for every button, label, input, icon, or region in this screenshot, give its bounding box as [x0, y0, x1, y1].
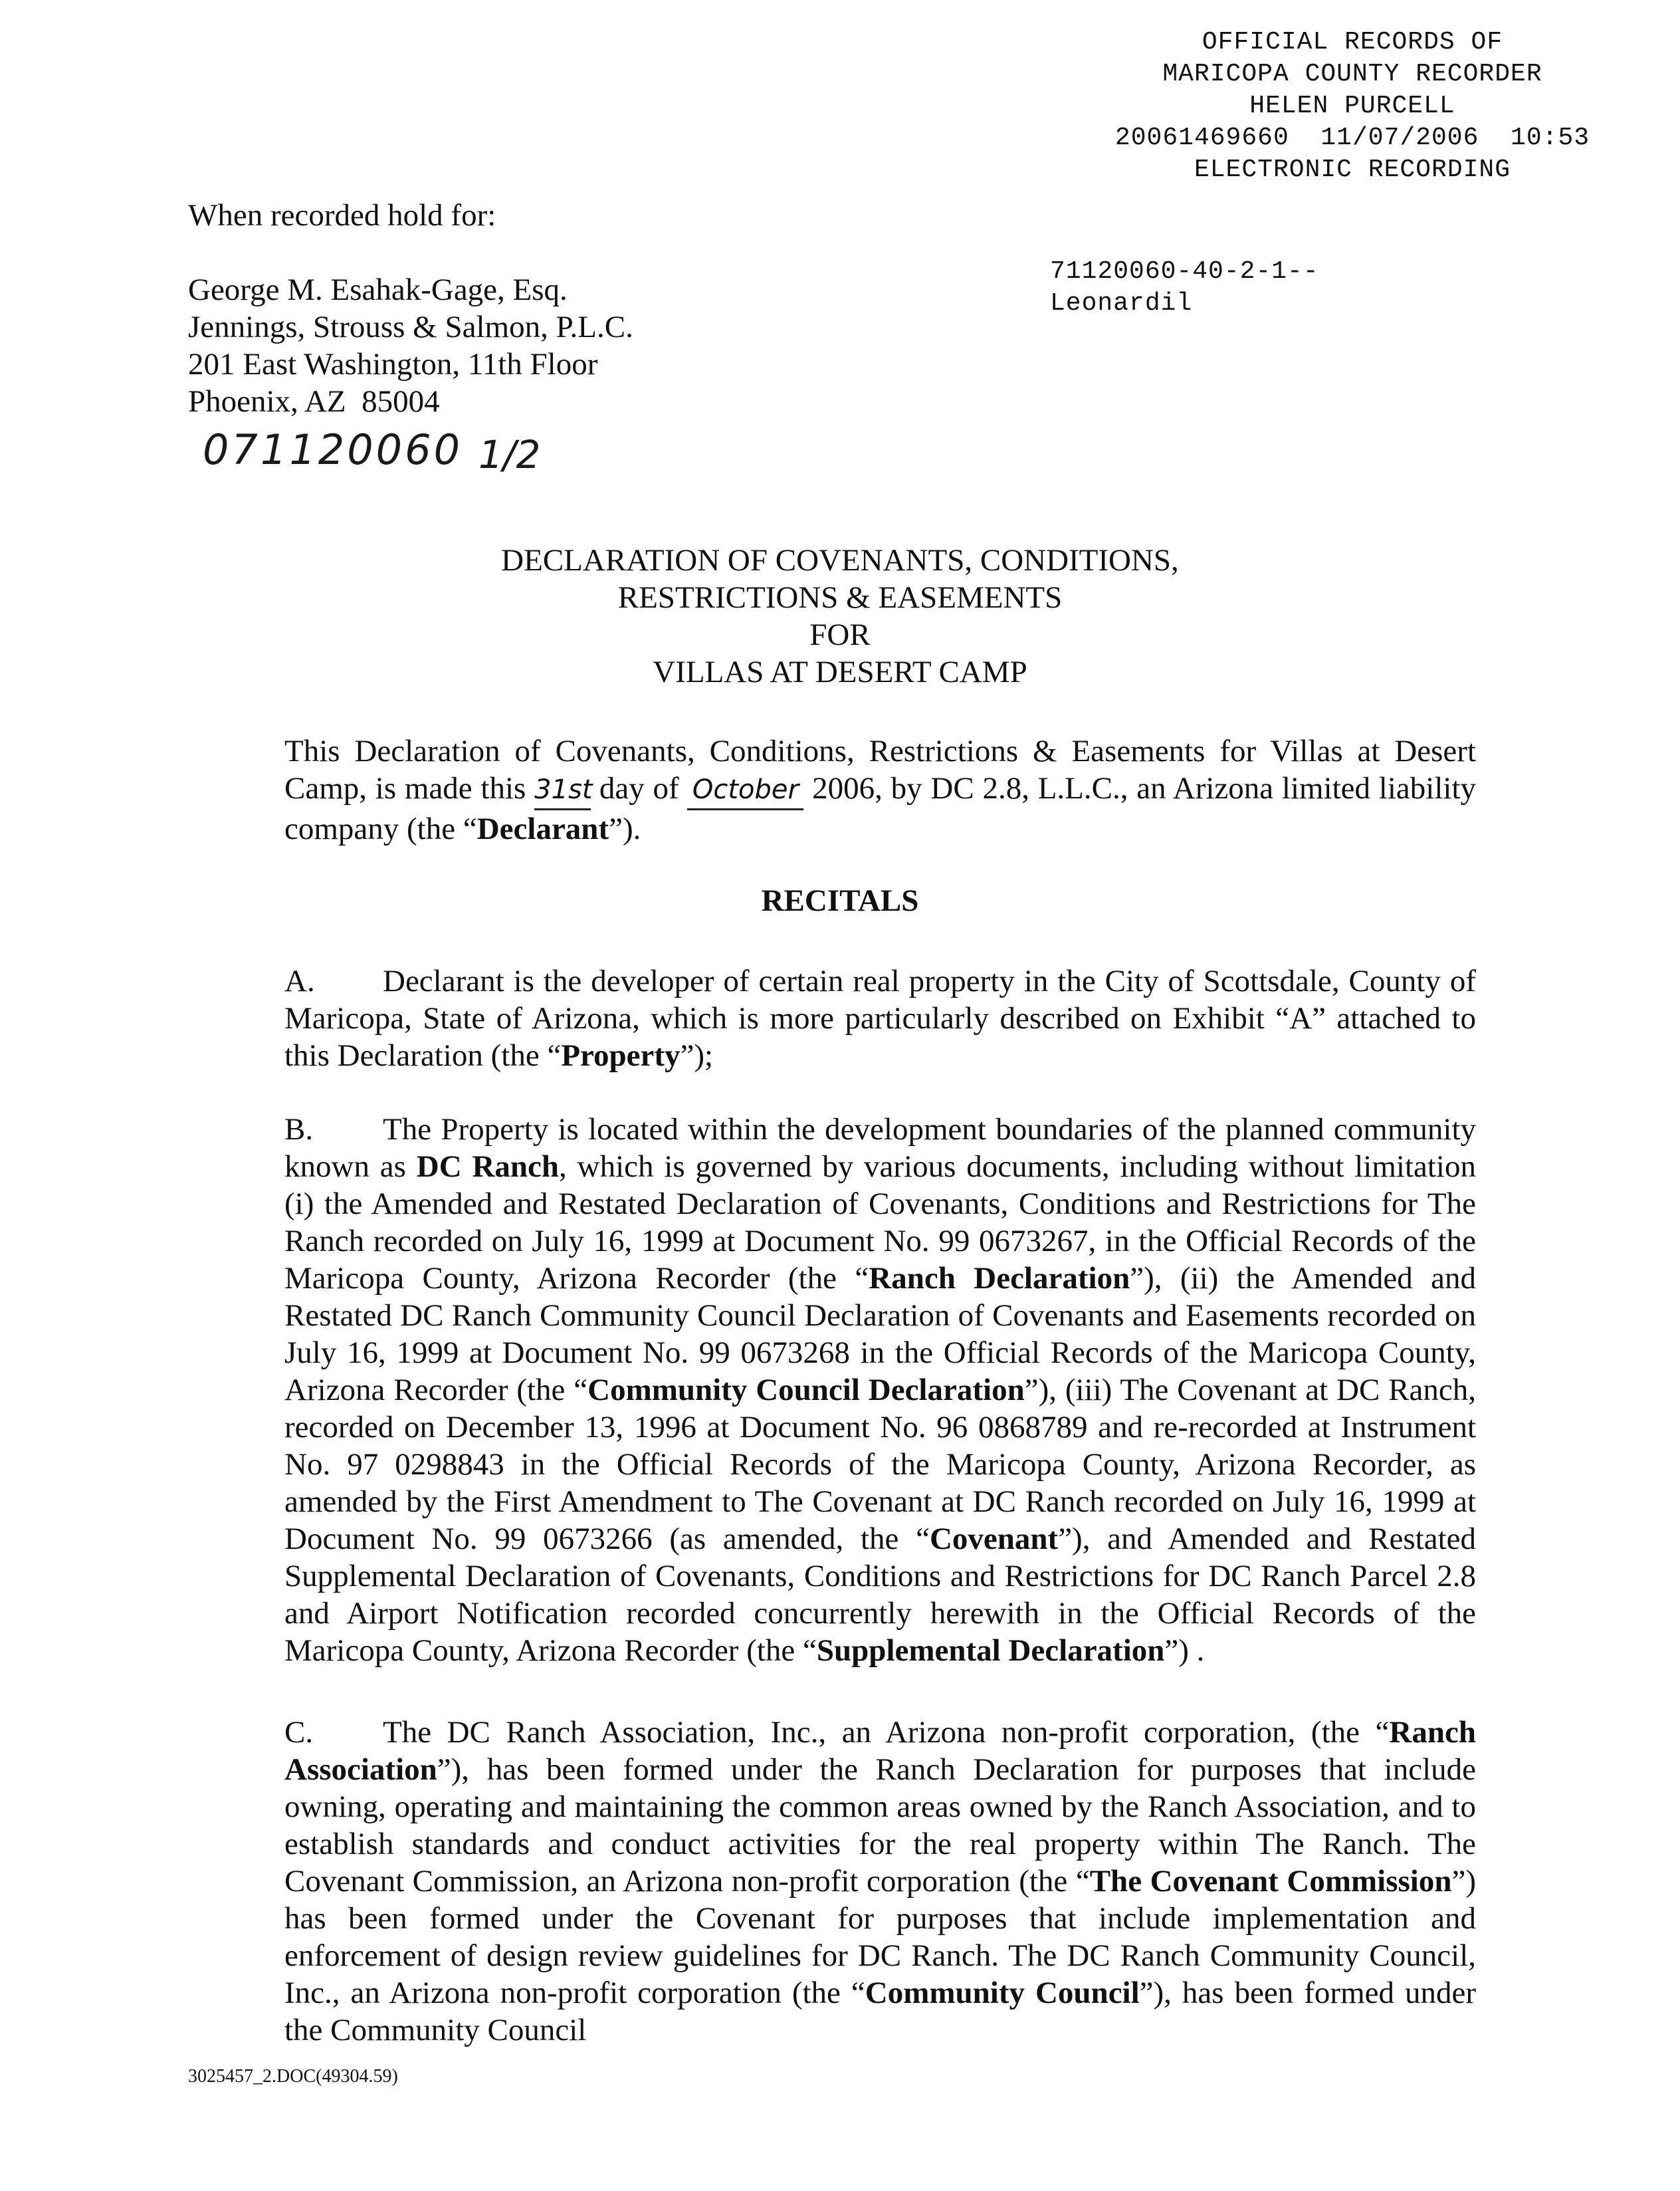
title-line-1: DECLARATION OF COVENANTS, CONDITIONS, [501, 543, 1179, 578]
recitals-heading: RECITALS [761, 883, 919, 918]
intro-text-4: ”). [609, 812, 641, 846]
recital-c-letter: C. [284, 1715, 314, 1750]
stamp-line-3: HELEN PURCELL [1249, 92, 1455, 120]
community-council-term: Community Council [865, 1976, 1140, 2010]
document-footer-id: 3025457_2.DOC(49304.59) [188, 2066, 398, 2087]
recital-c-text-2: ”), has been formed under the Ranch Declaration for purposes that include owning, operating and maintaining the common areas owned by the Ranch Association, and to establish standards and conduct activities for the real property within The Ranch. The Covenant Commission, an Arizona non-profit corporation (the “ [284, 1752, 1476, 1899]
recital-a-text-2: ”); [680, 1038, 714, 1073]
title-line-2: RESTRICTIONS & EASEMENTS [617, 580, 1063, 615]
recital-c-text-1: The DC Ranch Association, Inc., an Arizona non-profit corporation, (the “ [383, 1715, 1390, 1750]
intro-month-field: October [687, 771, 803, 810]
intro-text-1: This Declaration of Covenants, Conditions, Restrictions & Easements for Villas at Desert Camp, is made this [284, 734, 1476, 806]
recital-b-text-2: , which is governed by various documents, including without limitation (i) the Amended and Restated Declaration of Covenants, Conditions and Restrictions for The Ranch recorded on July 16, 1999 at Document No. 99 0673267, in the Official Records of the Maricopa County, Arizona Recorder (the “ [284, 1149, 1476, 1296]
covenant-term: Covenant [929, 1522, 1059, 1556]
recital-c [188, 1714, 1476, 2049]
stamp-line-1: OFFICIAL RECORDS OF [1202, 28, 1503, 57]
recital-b-text-6: ”) . [1164, 1633, 1205, 1668]
recital-b-text-4: ”), (iii) The Covenant at DC Ranch, recorded on December 13, 1996 at Document No. 96 0868789 and re-recorded at Instrument No. 97 0298843 in the Official Records of the Maricopa County, Arizona Recorder, as amended by the First Amendment to The Covenant at DC Ranch recorded on July 16, 1999 at Document No. 99 0673266 (as amended, the “ [284, 1373, 1476, 1556]
intro-paragraph [188, 733, 1476, 848]
intro-day-field: 31st [534, 771, 591, 810]
declarant-term: Declarant [476, 812, 609, 846]
return-name: George M. Esahak-Gage, Esq. [188, 273, 568, 307]
intro-text-3: 2006, by DC 2.8, L.L.C., an Arizona limited liability company (the “ [284, 771, 1477, 846]
title-line-4: VILLAS AT DESERT CAMP [653, 655, 1027, 689]
handwritten-fraction: 1/2 [478, 432, 541, 477]
handwritten-number: 071120060 [203, 425, 463, 474]
stamp-date: 11/07/2006 [1320, 124, 1479, 152]
stamp-line-5: ELECTRONIC RECORDING [1194, 156, 1511, 184]
ranch-declaration-term: Ranch Declaration [869, 1261, 1130, 1296]
recital-b-letter: B. [284, 1112, 314, 1147]
stamp-ref-name: Leonardil [1050, 289, 1193, 318]
ranch-association-term: Ranch Association [284, 1715, 1476, 1787]
supplemental-declaration-term: Supplemental Declaration [816, 1633, 1165, 1668]
covenant-commission-term: The Covenant Commission [1089, 1864, 1452, 1899]
dc-ranch-term: DC Ranch [416, 1149, 560, 1184]
stamp-line-2: MARICOPA COUNTY RECORDER [1162, 60, 1542, 88]
recital-b-text-5: ”), and Amended and Restated Supplemental Declaration of Covenants, Conditions and Restrictions for DC Ranch Parcel 2.8 and Airport Notification recorded concurrently herewith in the Official Records of the Maricopa County, Arizona Recorder (the “ [284, 1522, 1476, 1668]
return-label: When recorded hold for: [188, 198, 496, 233]
recital-a-text-1: Declarant is the developer of certain real property in the City of Scottsdale, County of Maricopa, State of Arizona, which is more particularly described on Exhibit “A” attached to this Declaration (the “ [284, 964, 1476, 1073]
recital-b-text-1: The Property is located within the development boundaries of the planned community known as [284, 1112, 1476, 1184]
stamp-reference [1050, 256, 1319, 320]
recorder-stamp [1047, 27, 1658, 186]
return-street: 201 East Washington, 11th Floor [188, 347, 598, 382]
return-city: Phoenix, AZ 85004 [188, 384, 440, 419]
community-council-declaration-term: Community Council Declaration [587, 1373, 1025, 1407]
return-firm: Jennings, Strouss & Salmon, P.L.C. [188, 310, 633, 344]
stamp-ref-code: 71120060-40-2-1-- [1050, 257, 1319, 286]
recital-b-text-3: ”), (ii) the Amended and Restated DC Ranch Community Council Declaration of Covenants and Easements recorded on July 16, 1999 at Document No. 99 0673268 in the Official Records of the Maricopa County, Arizona Recorder (the “ [284, 1261, 1476, 1407]
intro-text-2: day of [591, 771, 688, 806]
stamp-doc-number: 20061469660 [1114, 124, 1289, 152]
recital-a-letter: A. [284, 964, 315, 998]
property-term: Property [561, 1038, 681, 1073]
recital-a [188, 963, 1476, 1074]
stamp-recording-line [1047, 122, 1658, 154]
stamp-time: 10:53 [1511, 124, 1590, 152]
recital-c-text-3: ”) has been formed under the Covenant for purposes that include implementation and enforcement of design review guidelines for DC Ranch. The DC Ranch Community Council, Inc., an Arizona non-profit corporation (the “ [284, 1864, 1476, 2010]
document-title [0, 542, 1680, 691]
return-address [188, 271, 633, 420]
recital-b [188, 1111, 1476, 1669]
title-line-3: FOR [809, 618, 871, 652]
recital-c-text-4: ”), has been formed under the Community Council [284, 1976, 1477, 2047]
